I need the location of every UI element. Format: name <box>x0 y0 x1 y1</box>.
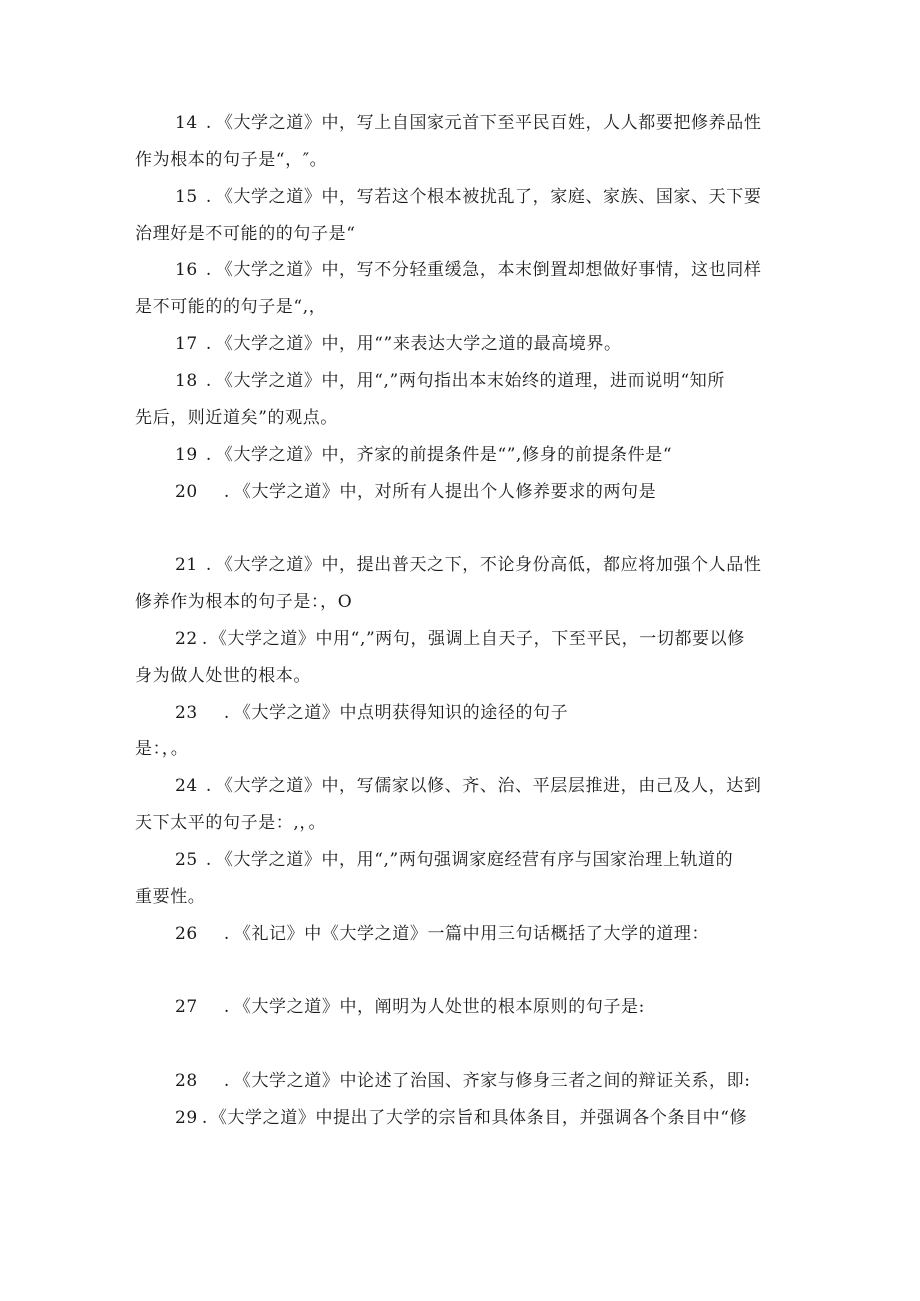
question-text: 重要性。 <box>135 887 206 907</box>
question-27-line-1: 27 . 《大学之道》中，阐明为人处世的根本原则的句子是: <box>175 997 645 1017</box>
question-text: 治理好是不可能的的句子是“ <box>135 224 356 244</box>
question-24-line-1: 24 . 《大学之道》中，写儒家以修、齐、治、平层层推进，由己及人，达到 <box>175 776 762 796</box>
question-23-line-1: 23 . 《大学之道》中点明获得知识的途径的句子 <box>175 703 569 723</box>
question-text: 身为做人处世的根本。 <box>135 666 311 686</box>
question-number: 27 <box>175 997 198 1017</box>
question-15-line-1: 15 . 《大学之道》中，写若这个根本被扰乱了，家庭、家族、国家、天下要 <box>175 187 762 207</box>
question-number: 29 <box>175 1108 198 1128</box>
question-number: 17 <box>175 334 198 354</box>
question-24-line-2 <box>135 811 326 835</box>
question-21-line-1: 21 . 《大学之道》中，提出普天之下，不论身份高低，都应将加强个人品性 <box>175 555 762 575</box>
question-18-line-2 <box>135 406 338 430</box>
question-text: 《大学之道》中，阐明为人处世的根本原则的句子是: <box>233 997 645 1017</box>
question-number: 28 <box>175 1071 198 1091</box>
question-16-line-2 <box>135 295 326 319</box>
question-22-line-1: 22 . 《大学之道》中用“,”两句，强调上自天子，下至平民，一切都要以修 <box>175 629 745 649</box>
question-14-line-1: 14 . 《大学之道》中，写上自国家元首下至平民百姓，人人都要把修养品性 <box>175 113 762 133</box>
question-number: 14 <box>175 113 198 133</box>
question-text: 作为根本的句子是“，″。 <box>135 150 328 170</box>
question-text: 《大学之道》中，用“,”两句指出本末始终的道理，进而说明“知所 <box>215 371 725 391</box>
question-25-line-1: 25 . 《大学之道》中，用“,”两句强调家庭经营有序与国家治理上轨道的 <box>175 850 734 870</box>
question-text: 《大学之道》中，齐家的前提条件是“”,修身的前提条件是“ <box>215 445 673 465</box>
question-text: 《大学之道》中用“,”两句，强调上自天子，下至平民，一切都要以修 <box>209 629 745 649</box>
question-number: 18 <box>175 371 198 391</box>
question-number: 20 <box>175 482 198 502</box>
question-number: 16 <box>175 260 198 280</box>
question-15-line-2 <box>135 222 356 246</box>
question-text: 《大学之道》中，写不分轻重缓急，本末倒置却想做好事情，这也同样 <box>215 260 762 280</box>
question-text: 《大学之道》中，用“”来表达大学之道的最高境界。 <box>215 334 622 354</box>
question-text: 天下太平的句子是：,，。 <box>135 813 327 833</box>
question-text: 《大学之道》中，用“,”两句强调家庭经营有序与国家治理上轨道的 <box>215 850 734 870</box>
question-text: 修养作为根本的句子是：，O <box>135 592 353 612</box>
question-text: 先后，则近道矣”的观点。 <box>135 408 338 428</box>
question-number: 19 <box>175 445 198 465</box>
question-text: 《大学之道》中，写儒家以修、齐、治、平层层推进，由己及人，达到 <box>215 776 762 796</box>
question-text: 《礼记》中《大学之道》一篇中用三句话概括了大学的道理： <box>233 924 710 944</box>
question-number: 24 <box>175 776 198 796</box>
question-text: 《大学之道》中，提出普天之下，不论身份高低，都应将加强个人品性 <box>215 555 762 575</box>
question-number: 22 <box>175 629 198 649</box>
question-text: 《大学之道》中论述了治国、齐家与修身三者之间的辩证关系，即: <box>233 1071 751 1091</box>
question-text: 《大学之道》中，写若这个根本被扰乱了，家庭、家族、国家、天下要 <box>215 187 762 207</box>
question-20-line-1: 20 . 《大学之道》中，对所有人提出个人修养要求的两句是 <box>175 482 657 502</box>
question-29-line-1: 29 . 《大学之道》中提出了大学的宗旨和具体条目，并强调各个条目中“修 <box>175 1108 748 1128</box>
question-28-line-1: 28 . 《大学之道》中论述了治国、齐家与修身三者之间的辩证关系，即: <box>175 1071 751 1091</box>
question-26-line-1: 26 . 《礼记》中《大学之道》一篇中用三句话概括了大学的道理： <box>175 924 710 944</box>
question-14-line-2 <box>135 148 327 172</box>
question-19-line-1: 19 . 《大学之道》中，齐家的前提条件是“”,修身的前提条件是“ <box>175 445 673 465</box>
question-text: 《大学之道》中点明获得知识的途径的句子 <box>233 703 569 723</box>
question-number: 25 <box>175 850 198 870</box>
question-18-line-1: 18 . 《大学之道》中，用“,”两句指出本末始终的道理，进而说明“知所 <box>175 371 725 391</box>
question-text: 《大学之道》中，写上自国家元首下至平民百姓，人人都要把修养品性 <box>215 113 762 133</box>
question-text: 《大学之道》中提出了大学的宗旨和具体条目，并强调各个条目中“修 <box>209 1108 748 1128</box>
question-16-line-1: 16 . 《大学之道》中，写不分轻重缓急，本末倒置却想做好事情，这也同样 <box>175 260 762 280</box>
question-number: 26 <box>175 924 198 944</box>
question-number: 15 <box>175 187 198 207</box>
question-text: 是：，。 <box>135 739 189 759</box>
question-25-line-2 <box>135 885 205 909</box>
question-22-line-2 <box>135 664 311 688</box>
question-number: 23 <box>175 703 198 723</box>
question-text: 《大学之道》中，对所有人提出个人修养要求的两句是 <box>233 482 657 502</box>
question-number: 21 <box>175 555 198 575</box>
question-text: 是不可能的的句子是“,， <box>135 297 327 317</box>
question-23-line-2 <box>135 737 188 761</box>
question-17-line-1: 17 . 《大学之道》中，用“”来表达大学之道的最高境界。 <box>175 334 622 354</box>
question-21-line-2 <box>135 590 352 614</box>
